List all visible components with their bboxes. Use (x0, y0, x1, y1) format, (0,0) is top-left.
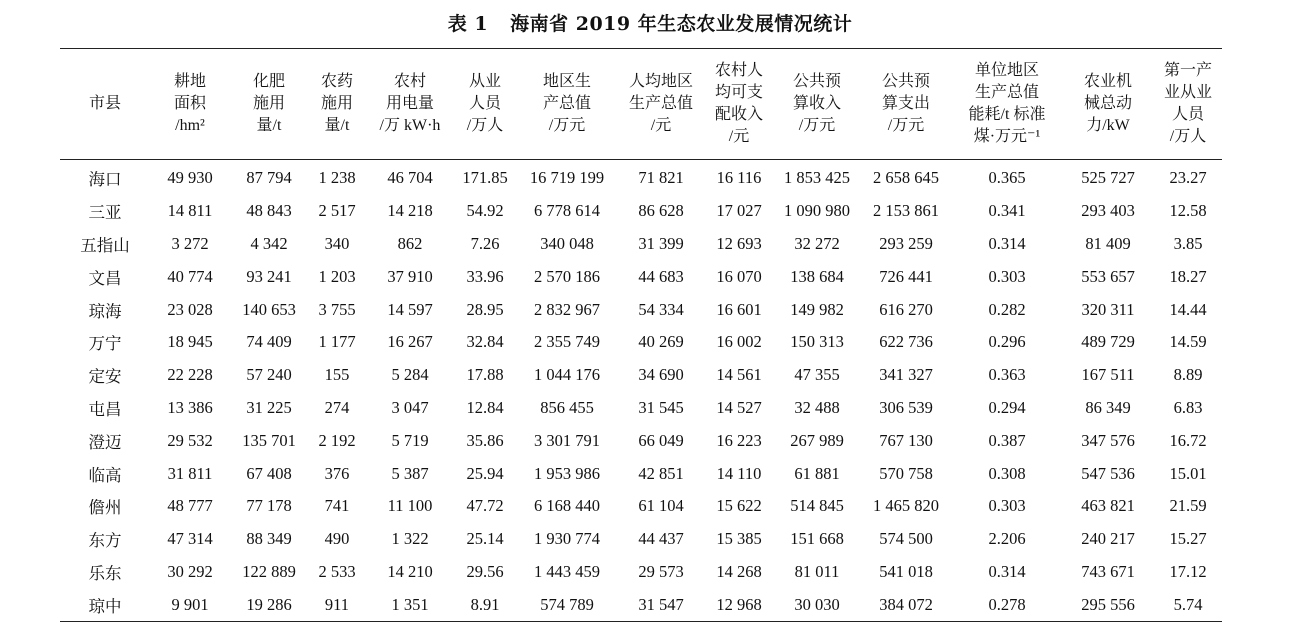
table-row (60, 160, 1222, 195)
table-cell: 741 (324, 496, 350, 516)
table-row (60, 392, 1222, 425)
table-cell: 1 238 (318, 168, 356, 188)
table-cell: 267 989 (790, 430, 844, 450)
table-cell: 15.01 (1169, 463, 1207, 483)
table-row (60, 326, 1222, 359)
table-cell: 31 399 (638, 233, 684, 253)
table-cell: 31 547 (638, 594, 684, 614)
column-header: 农村人 均可支 配收入 /元 (714, 62, 763, 145)
table-cell: 88 349 (246, 529, 292, 549)
table-cell: 167 511 (1081, 365, 1135, 385)
table-cell: 525 727 (1081, 168, 1135, 188)
table-cell: 40 774 (167, 266, 213, 286)
column-header: 耕地 面积 /hm² (173, 73, 206, 134)
table-cell: 31 225 (246, 397, 292, 417)
table-cell: 726 441 (879, 266, 933, 286)
table-cell: 33.96 (466, 266, 504, 286)
column-header: 人均地区 生产总值 /元 (628, 73, 693, 134)
column-header: 第一产 业从业 人员 /万人 (1163, 62, 1212, 145)
table-cell: 16 267 (387, 332, 433, 352)
table-cell: 570 758 (879, 463, 933, 483)
table-cell: 48 843 (246, 201, 292, 221)
column-header: 从业 人员 /万人 (466, 73, 504, 134)
table-cell: 25.14 (466, 529, 504, 549)
table-cell: 17.88 (466, 365, 504, 385)
table-cell: 40 269 (638, 332, 684, 352)
table-cell: 347 576 (1081, 430, 1135, 450)
table-cell: 54.92 (466, 201, 504, 221)
table-cell: 14 210 (387, 561, 433, 581)
table-cell: 44 683 (638, 266, 684, 286)
table-cell: 8.91 (470, 594, 500, 614)
table-caption (0, 9, 1300, 36)
table-cell: 37 910 (387, 266, 433, 286)
table-cell: 14.59 (1169, 332, 1207, 352)
table-cell: 61 104 (638, 496, 684, 516)
table-cell: 17 027 (716, 201, 762, 221)
header-row (60, 49, 1222, 160)
table-row (60, 588, 1222, 621)
table-cell: 29 573 (638, 561, 684, 581)
table-cell: 5.74 (1173, 594, 1203, 614)
table-cell: 622 736 (879, 332, 933, 352)
table-cell: 23.27 (1169, 168, 1207, 188)
table-cell: 151 668 (790, 529, 844, 549)
table-cell: 87 794 (246, 168, 292, 188)
table-cell: 1 351 (391, 594, 429, 614)
table-cell: 2 355 749 (534, 332, 600, 352)
statistics-table (60, 48, 1222, 622)
table-cell: 1 953 986 (534, 463, 600, 483)
table-cell: 30 292 (167, 561, 213, 581)
table-row (60, 424, 1222, 457)
table-cell: 1 853 425 (784, 168, 850, 188)
table-cell: 81 011 (794, 561, 840, 581)
table-cell: 71 821 (638, 168, 684, 188)
table-cell: 22 228 (167, 365, 213, 385)
table-cell: 574 500 (879, 529, 933, 549)
column-header: 化肥 施用 量/t (252, 73, 285, 134)
table-cell: 2 570 186 (534, 266, 600, 286)
column-header: 公共预 算支出 /万元 (881, 73, 930, 134)
table-cell: 0.278 (988, 594, 1026, 614)
county-name-cell: 定安 (88, 367, 122, 387)
table-cell: 1 044 176 (534, 365, 600, 385)
table-cell: 23 028 (167, 299, 213, 319)
table-cell: 30 030 (794, 594, 840, 614)
county-name-cell: 琼海 (88, 301, 122, 321)
table-cell: 5 387 (391, 463, 429, 483)
table-cell: 47.72 (466, 496, 504, 516)
table-cell: 31 545 (638, 397, 684, 417)
table-cell: 150 313 (790, 332, 844, 352)
table-cell: 81 409 (1085, 233, 1131, 253)
column-header: 农村 用电量 /万 kW·h (379, 73, 441, 134)
table-cell: 86 628 (638, 201, 684, 221)
table-cell: 293 403 (1081, 201, 1135, 221)
table-cell: 0.365 (988, 168, 1026, 188)
table-cell: 171.85 (462, 168, 508, 188)
table-cell: 77 178 (246, 496, 292, 516)
table-cell: 3 272 (171, 233, 209, 253)
table-cell: 122 889 (242, 561, 296, 581)
table-cell: 376 (324, 463, 350, 483)
table-cell: 6 778 614 (534, 201, 600, 221)
column-header: 市县 (88, 95, 121, 112)
table-cell: 16 116 (716, 168, 762, 188)
table-cell: 7.26 (470, 233, 500, 253)
table-cell: 16 002 (716, 332, 762, 352)
table-cell: 2 533 (318, 561, 356, 581)
table-cell: 0.303 (988, 266, 1026, 286)
column-header: 公共预 算收入 /万元 (792, 73, 841, 134)
table-cell: 0.314 (988, 233, 1026, 253)
table-cell: 34 690 (638, 365, 684, 385)
table-cell: 14 597 (387, 299, 433, 319)
table-cell: 2.206 (988, 529, 1026, 549)
table-cell: 490 (324, 529, 350, 549)
county-name-cell: 东方 (88, 531, 122, 551)
table-cell: 3 301 791 (534, 430, 600, 450)
table-cell: 42 851 (638, 463, 684, 483)
county-name-cell: 临高 (88, 465, 122, 485)
county-name-cell: 三亚 (88, 203, 122, 223)
table-cell: 4 342 (250, 233, 288, 253)
table-cell: 306 539 (879, 397, 933, 417)
county-name-cell: 乐东 (88, 563, 122, 583)
table-cell: 862 (397, 233, 423, 253)
table-cell: 1 177 (318, 332, 356, 352)
table-cell: 14 218 (387, 201, 433, 221)
column-header: 农药 施用 量/t (320, 73, 353, 134)
table-cell: 340 (324, 233, 350, 253)
table-cell: 61 881 (794, 463, 840, 483)
table-cell: 5 719 (391, 430, 429, 450)
county-name-cell: 琼中 (88, 596, 122, 616)
table-cell: 149 982 (790, 299, 844, 319)
table-cell: 240 217 (1081, 529, 1135, 549)
table-cell: 0.314 (988, 561, 1026, 581)
table-cell: 16 601 (716, 299, 762, 319)
table-row (60, 457, 1222, 490)
table-cell: 340 048 (540, 233, 594, 253)
county-name-cell: 五指山 (80, 235, 130, 255)
table-cell: 46 704 (387, 168, 433, 188)
table-cell: 14 268 (716, 561, 762, 581)
table-cell: 67 408 (246, 463, 292, 483)
column-header: 农业机 械总动 力/kW (1083, 73, 1132, 134)
table-cell: 16 223 (716, 430, 762, 450)
table-cell: 856 455 (540, 397, 594, 417)
county-name-cell: 屯昌 (88, 399, 122, 419)
table-row (60, 490, 1222, 523)
table-cell: 29.56 (466, 561, 504, 581)
table-cell: 3 755 (318, 299, 356, 319)
table-cell: 0.282 (988, 299, 1026, 319)
table-cell: 384 072 (879, 594, 933, 614)
table-cell: 47 314 (167, 529, 213, 549)
table-cell: 12.58 (1169, 201, 1207, 221)
table-cell: 18.27 (1169, 266, 1207, 286)
table-cell: 93 241 (246, 266, 292, 286)
table-cell: 12.84 (466, 397, 504, 417)
table-cell: 155 (324, 365, 350, 385)
table-cell: 2 517 (318, 201, 356, 221)
table-cell: 274 (324, 397, 350, 417)
county-name-cell: 万宁 (88, 334, 122, 354)
table-cell: 66 049 (638, 430, 684, 450)
table-cell: 28.95 (466, 299, 504, 319)
table-cell: 13 386 (167, 397, 213, 417)
table-cell: 31 811 (167, 463, 213, 483)
table-cell: 48 777 (167, 496, 213, 516)
table-cell: 25.94 (466, 463, 504, 483)
table-cell: 44 437 (638, 529, 684, 549)
table-cell: 21.59 (1169, 496, 1207, 516)
table-cell: 2 192 (318, 430, 356, 450)
table-cell: 19 286 (246, 594, 292, 614)
table-cell: 49 930 (167, 168, 213, 188)
table-cell: 15.27 (1169, 529, 1207, 549)
county-name-cell: 海口 (88, 170, 122, 190)
table-cell: 293 259 (879, 233, 933, 253)
table-cell: 489 729 (1081, 332, 1135, 352)
table-cell: 17.12 (1169, 561, 1207, 581)
table-cell: 14 561 (716, 365, 762, 385)
table-cell: 0.294 (988, 397, 1026, 417)
table-cell: 32.84 (466, 332, 504, 352)
table-cell: 514 845 (790, 496, 844, 516)
table-cell: 14.44 (1169, 299, 1207, 319)
county-name-cell: 儋州 (88, 498, 122, 518)
county-name-cell: 文昌 (88, 268, 122, 288)
table-cell: 16 070 (716, 266, 762, 286)
table-cell: 547 536 (1081, 463, 1135, 483)
column-header: 单位地区 生产总值 能耗/t 标准 煤·万元⁻¹ (968, 62, 1046, 145)
table-cell: 2 153 861 (873, 201, 939, 221)
table-cell: 47 355 (794, 365, 840, 385)
table-cell: 135 701 (242, 430, 296, 450)
table-cell: 54 334 (638, 299, 684, 319)
table-cell: 2 658 645 (873, 168, 939, 188)
table-row (60, 556, 1222, 589)
table-cell: 463 821 (1081, 496, 1135, 516)
table-cell: 295 556 (1081, 594, 1135, 614)
table-cell: 2 832 967 (534, 299, 600, 319)
table-cell: 11 100 (387, 496, 433, 516)
table-cell: 57 240 (246, 365, 292, 385)
table-cell: 3 047 (391, 397, 429, 417)
table-cell: 15 622 (716, 496, 762, 516)
table-cell: 0.296 (988, 332, 1026, 352)
table-cell: 32 488 (794, 397, 840, 417)
table-cell: 6.83 (1173, 397, 1203, 417)
table-row (60, 228, 1222, 261)
table-row (60, 260, 1222, 293)
table-row (60, 523, 1222, 556)
table-cell: 574 789 (540, 594, 594, 614)
county-name-cell: 澄迈 (88, 432, 122, 452)
table-title: 海南省 2019 年生态农业发展情况统计 (510, 13, 853, 35)
column-header: 地区生 产总值 /万元 (542, 73, 591, 134)
table-cell: 14 110 (716, 463, 762, 483)
table-cell: 1 322 (391, 529, 429, 549)
table-cell: 12 968 (716, 594, 762, 614)
table-cell: 6 168 440 (534, 496, 600, 516)
table-cell: 15 385 (716, 529, 762, 549)
table-cell: 0.341 (988, 201, 1026, 221)
table-cell: 767 130 (879, 430, 933, 450)
table-body (60, 160, 1222, 622)
table-cell: 9 901 (171, 594, 209, 614)
table-cell: 1 930 774 (534, 529, 600, 549)
table-cell: 16 719 199 (529, 168, 605, 188)
table-row (60, 195, 1222, 228)
table-cell: 5 284 (391, 365, 429, 385)
table-cell: 541 018 (879, 561, 933, 581)
table-cell: 1 203 (318, 266, 356, 286)
table-cell: 0.363 (988, 365, 1026, 385)
table-cell: 138 684 (790, 266, 844, 286)
table-cell: 8.89 (1173, 365, 1203, 385)
table-cell: 32 272 (794, 233, 840, 253)
table-cell: 1 443 459 (534, 561, 600, 581)
table-cell: 320 311 (1081, 299, 1135, 319)
table-cell: 0.303 (988, 496, 1026, 516)
table-row (60, 293, 1222, 326)
table-cell: 74 409 (246, 332, 292, 352)
table-cell: 3.85 (1173, 233, 1203, 253)
table-cell: 1 090 980 (784, 201, 850, 221)
table-cell: 616 270 (879, 299, 933, 319)
table-cell: 1 465 820 (873, 496, 939, 516)
table-cell: 341 327 (879, 365, 933, 385)
table-number: 表 1 (447, 13, 489, 35)
table-cell: 14 527 (716, 397, 762, 417)
table-cell: 86 349 (1085, 397, 1131, 417)
table-cell: 743 671 (1081, 561, 1135, 581)
table-cell: 16.72 (1169, 430, 1207, 450)
table-cell: 553 657 (1081, 266, 1135, 286)
table-cell: 140 653 (242, 299, 296, 319)
table-cell: 14 811 (167, 201, 213, 221)
table-cell: 18 945 (167, 332, 213, 352)
table-cell: 0.308 (988, 463, 1026, 483)
table-cell: 29 532 (167, 430, 213, 450)
table-row (60, 359, 1222, 392)
table-cell: 0.387 (988, 430, 1026, 450)
table-cell: 12 693 (716, 233, 762, 253)
table-cell: 911 (324, 594, 350, 614)
table-cell: 35.86 (466, 430, 504, 450)
